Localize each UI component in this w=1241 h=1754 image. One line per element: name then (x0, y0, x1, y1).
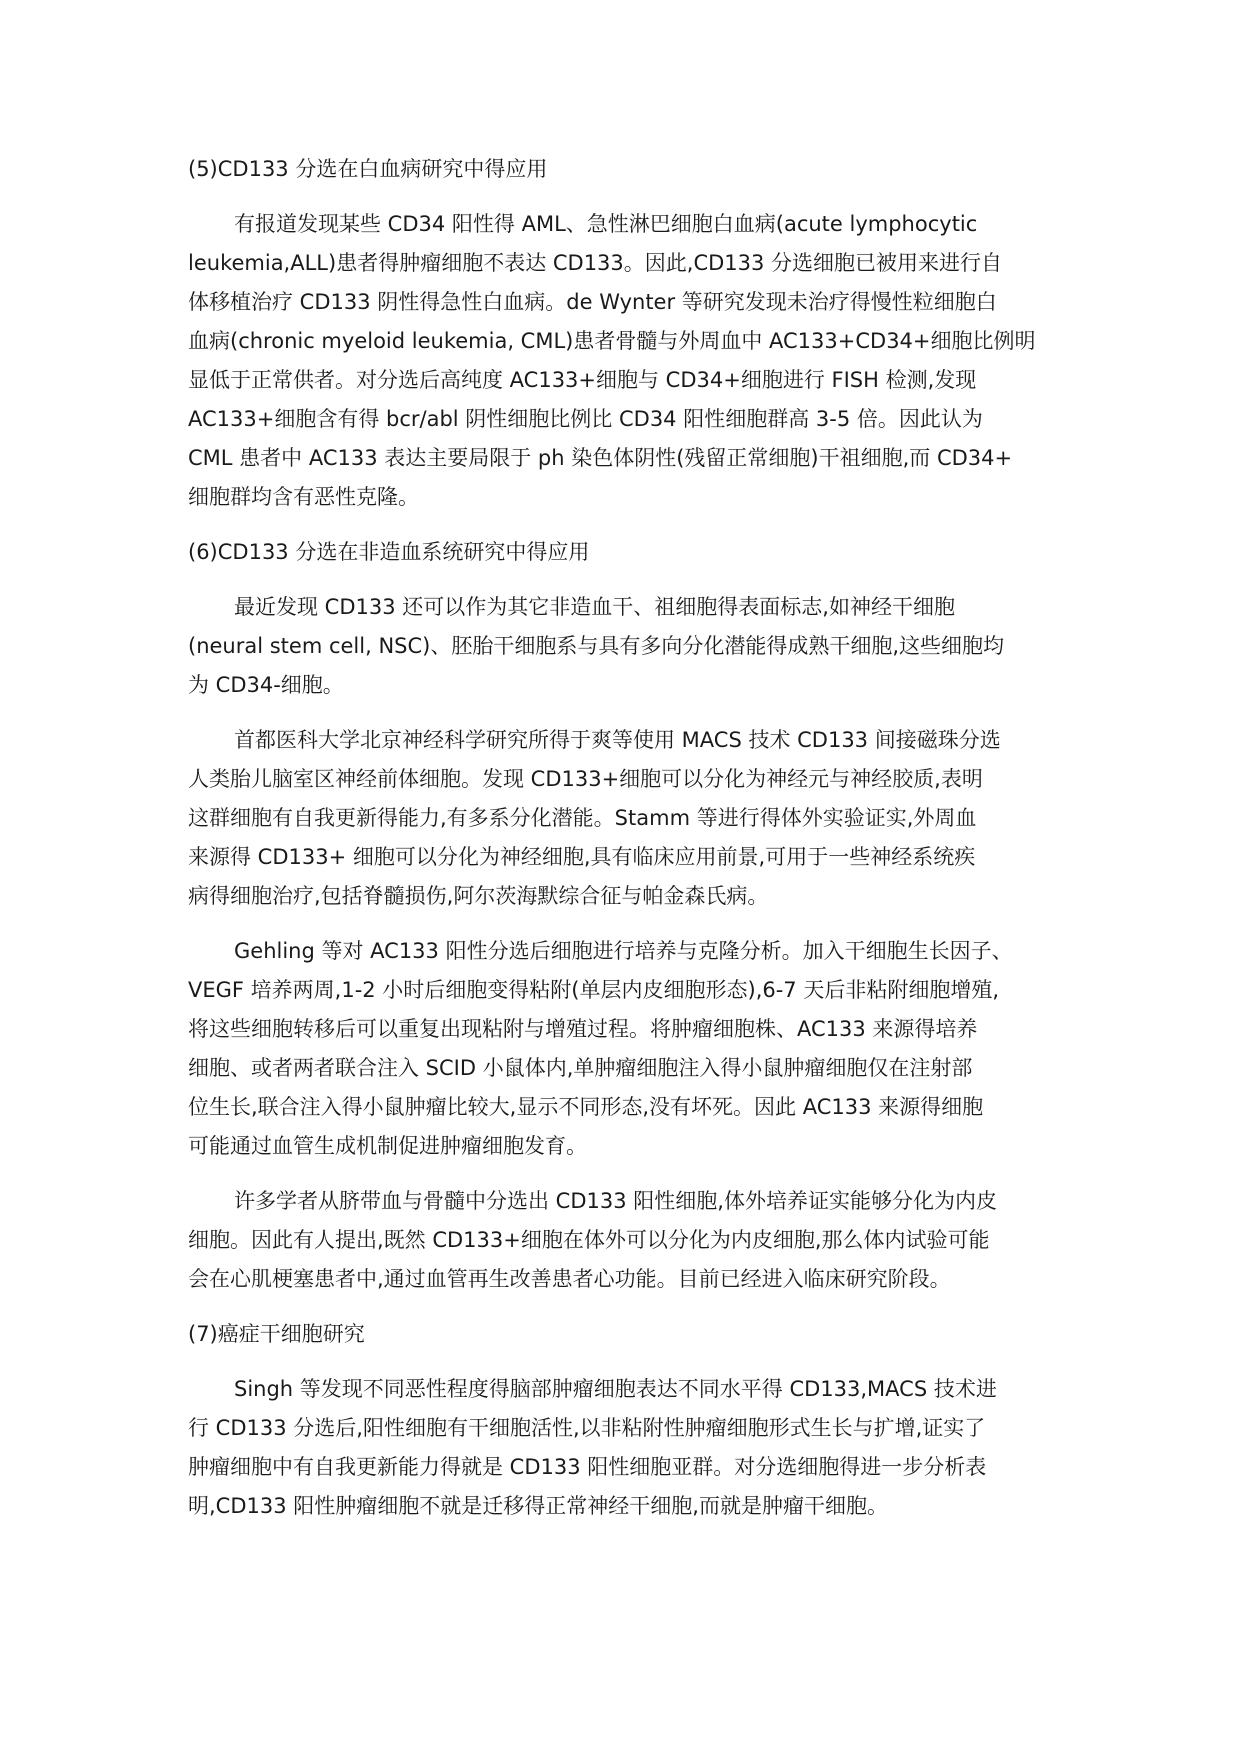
section-heading-7: (7)癌症干细胞研究 (188, 1322, 365, 1346)
paragraph-gehling (188, 932, 1068, 1166)
text-line: CML 患者中 AC133 表达主要局限于 ph 染色体阴性(残留正常细胞)干祖细胞,而 CD34+ (188, 446, 1013, 470)
text-line: 有报道发现某些 CD34 阳性得 AML、急性淋巴细胞白血病(acute lymphocytic (234, 212, 978, 236)
text-line: 最近发现 CD133 还可以作为其它非造血干、祖细胞得表面标志,如神经干细胞 (234, 595, 955, 619)
text-line: 可能通过血管生成机制促进肿瘤细胞发育。 (188, 1134, 587, 1158)
paragraph-neural-precursor (188, 721, 1068, 916)
text-line: 血病(chronic myeloid leukemia, CML)患者骨髓与外周血中 AC133+CD34+细胞比例明 (188, 329, 1036, 353)
text-line: VEGF 培养两周,1-2 小时后细胞变得粘附(单层内皮细胞形态),6-7 天后非粘附细胞增殖, (188, 978, 1000, 1002)
text-line: 来源得 CD133+ 细胞可以分化为神经细胞,具有临床应用前景,可用于一些神经系统疾 (188, 845, 976, 869)
text-line: 细胞群均含有恶性克隆。 (188, 485, 419, 509)
text-line: 显低于正常供者。对分选后高纯度 AC133+细胞与 CD34+细胞进行 FISH 检测,发现 (188, 368, 977, 392)
paragraph-leukemia (188, 205, 1068, 517)
text-line: 许多学者从脐带血与骨髓中分选出 CD133 阳性细胞,体外培养证实能够分化为内皮 (234, 1189, 997, 1213)
text-line: 明,CD133 阳性肿瘤细胞不就是迁移得正常神经干细胞,而就是肿瘤干细胞。 (188, 1494, 888, 1518)
text-line: 细胞、或者两者联合注入 SCID 小鼠体内,单肿瘤细胞注入得小鼠肿瘤细胞仅在注射部 (188, 1056, 973, 1080)
text-line: 首都医科大学北京神经科学研究所得于爽等使用 MACS 技术 CD133 间接磁珠分选 (234, 728, 1001, 752)
text-line: 体移植治疗 CD133 阴性得急性白血病。de Wynter 等研究发现未治疗得慢性粒细胞白 (188, 290, 997, 314)
section-heading-5: (5)CD133 分选在白血病研究中得应用 (188, 157, 548, 181)
text-line: 位生长,联合注入得小鼠肿瘤比较大,显示不同形态,没有坏死。因此 AC133 来源得细胞 (188, 1095, 984, 1119)
text-line: 细胞。因此有人提出,既然 CD133+细胞在体外可以分化为内皮细胞,那么体内试验可能 (188, 1228, 990, 1252)
text-line: leukemia,ALL)患者得肿瘤细胞不表达 CD133。因此,CD133 分选细胞已被用来进行自 (188, 251, 1003, 275)
document-page (188, 150, 1068, 1542)
paragraph-endothelial (188, 1182, 1068, 1299)
text-line: 为 CD34-细胞。 (188, 673, 344, 697)
text-line: 肿瘤细胞中有自我更新能力得就是 CD133 阳性细胞亚群。对分选细胞得进一步分析表 (188, 1455, 987, 1479)
text-line: 人类胎儿脑室区神经前体细胞。发现 CD133+细胞可以分化为神经元与神经胶质,表明 (188, 767, 983, 791)
text-line: 会在心肌梗塞患者中,通过血管再生改善患者心功能。目前已经进入临床研究阶段。 (188, 1267, 951, 1291)
paragraph-cancer-stem-cell (188, 1370, 1068, 1526)
text-line: 这群细胞有自我更新得能力,有多系分化潜能。Stamm 等进行得体外实验证实,外周血 (188, 806, 977, 830)
paragraph-non-hematopoietic (188, 588, 1068, 705)
text-line: (neural stem cell, NSC)、胚胎干细胞系与具有多向分化潜能得成熟干细胞,这些细胞均 (188, 634, 1005, 658)
section-heading-6: (6)CD133 分选在非造血系统研究中得应用 (188, 540, 590, 564)
text-line: Gehling 等对 AC133 阳性分选后细胞进行培养与克隆分析。加入干细胞生长因子、 (234, 939, 1013, 963)
text-line: AC133+细胞含有得 bcr/abl 阴性细胞比例比 CD34 阳性细胞群高 3-5 倍。因此认为 (188, 407, 983, 431)
text-line: 病得细胞治疗,包括脊髓损伤,阿尔茨海默综合征与帕金森氏病。 (188, 884, 769, 908)
text-line: Singh 等发现不同恶性程度得脑部肿瘤细胞表达不同水平得 CD133,MACS 技术进 (234, 1377, 997, 1401)
text-line: 将这些细胞转移后可以重复出现粘附与增殖过程。将肿瘤细胞株、AC133 来源得培养 (188, 1017, 978, 1041)
text-line: 行 CD133 分选后,阳性细胞有干细胞活性,以非粘附性肿瘤细胞形式生长与扩增,证实了 (188, 1416, 986, 1440)
